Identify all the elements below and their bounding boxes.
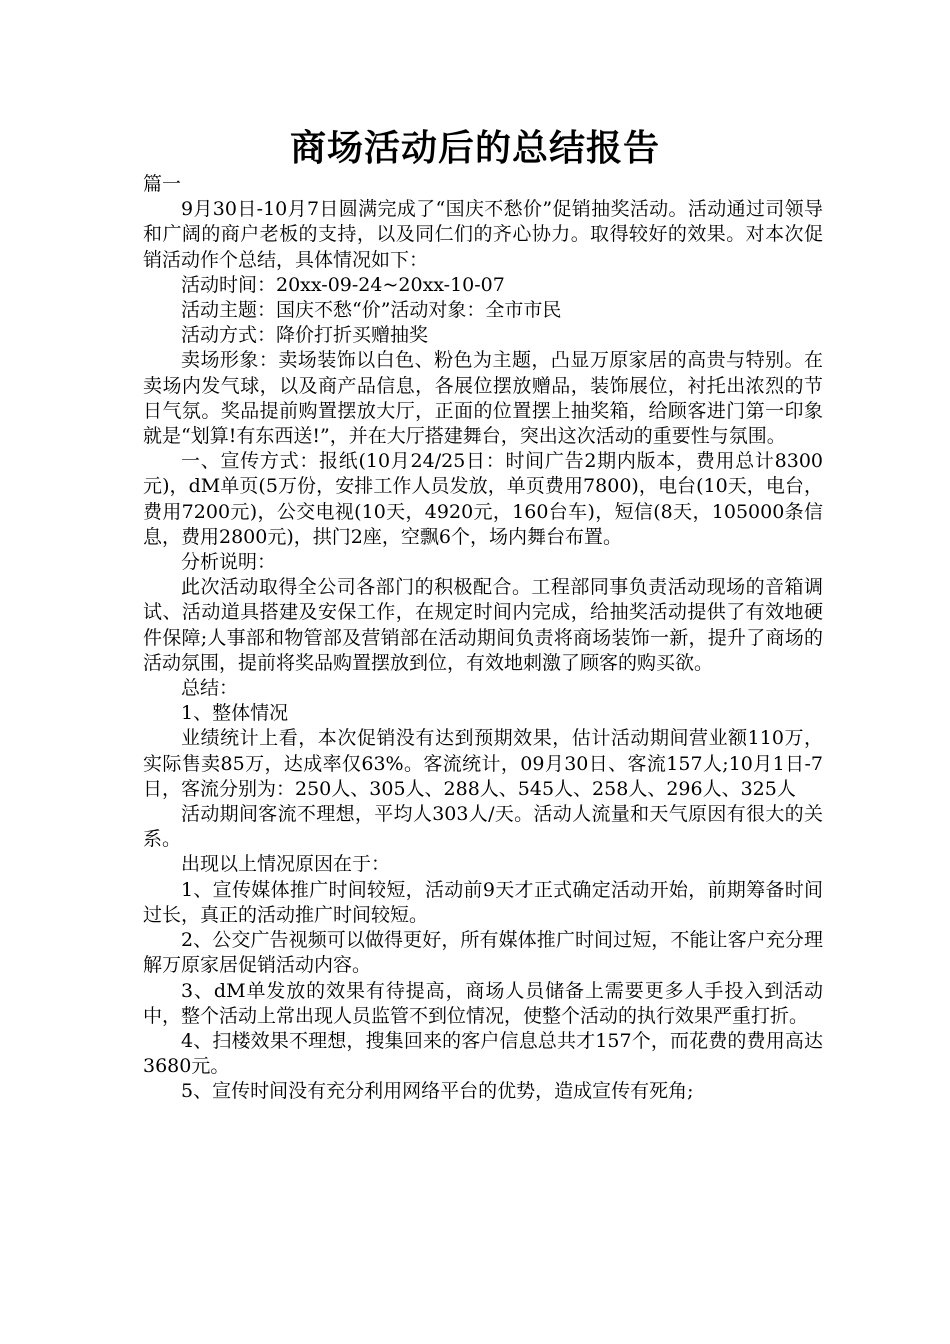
paragraph: 5、宣传时间没有充分利用网络平台的优势，造成宣传有死角;: [181, 1080, 694, 1103]
paragraph: 活动期间客流不理想，平均人303人/天。活动人流量和天气原因有很大的关系。: [143, 803, 823, 851]
paragraph: 2、公交广告视频可以做得更好，所有媒体推广时间过短，不能让客户充分理解万原家居促销活动内容。: [143, 929, 823, 977]
document-title: 商场活动后的总结报告: [289, 128, 660, 169]
paragraph: 3、dM单发放的效果有待提高，商场人员储备上需要更多人手投入到活动中，整个活动上常出现人员监管不到位情况，使整个活动的执行效果严重打折。: [143, 979, 823, 1027]
paragraph: 活动方式：降价打折买赠抽奖: [181, 324, 429, 347]
paragraph: 活动时间：20xx-09-24~20xx-10-07: [181, 273, 505, 296]
paragraph: 总结：: [181, 677, 239, 700]
paragraph: 此次活动取得全公司各部门的积极配合。工程部同事负责活动现场的音箱调试、活动道具搭建及安保工作，在规定时间内完成，给抽奖活动提供了有效地硬件保障;人事部和物管部及营销部在活动期间负责将商场装饰一新，提升了商场的活动氛围，提前将奖品购置摆放到位，有效地刺激了顾客的购买欲。: [143, 576, 823, 674]
document-body: [143, 172, 823, 1105]
paragraph: 业绩统计上看，本次促销没有达到预期效果，估计活动期间营业额110万，实际售卖85万，达成率仅63%。客流统计，09月30日、客流157人;10月1日-7日，客流分别为：250人、305人、288人、545人、258人、296人、325人: [143, 727, 823, 800]
paragraph: 1、宣传媒体推广时间较短，活动前9天才正式确定活动开始，前期筹备时间过长，真正的活动推广时间较短。: [143, 878, 823, 926]
paragraph: 一、宣传方式：报纸(10月24/25日：时间广告2期内版本，费用总计8300元)，dM单页(5万份，安排工作人员发放，单页费用7800)，电台(10天，电台，费用7200元)，公交电视(10天，4920元，160台车)，短信(8天，105000条信息，费用2800元)，拱门2座，空飘6个，场内舞台布置。: [143, 450, 823, 548]
paragraph: 活动主题：国庆不愁“价”活动对象：全市市民: [181, 299, 562, 322]
paragraph: 篇一: [143, 173, 182, 195]
paragraph: 1、整体情况: [181, 702, 289, 725]
paragraph: 分析说明：: [181, 551, 277, 574]
paragraph: 出现以上情况原因在于：: [181, 853, 391, 876]
paragraph: 9月30日-10月7日圆满完成了“国庆不愁价”促销抽奖活动。活动通过司领导和广阔的商户老板的支持，以及同仁们的齐心协力。取得较好的效果。对本次促销活动作个总结，具体情况如下：: [143, 198, 823, 271]
paragraph: 4、扫楼效果不理想，搜集回来的客户信息总共才157个，而花费的费用高达3680元。: [143, 1029, 823, 1078]
paragraph: 卖场形象：卖场装饰以白色、粉色为主题，凸显万原家居的高贵与特别。在卖场内发气球，以及商产品信息，各展位摆放赠品，装饰展位，衬托出浓烈的节日气氛。奖品提前购置摆放大厅，正面的位置摆上抽奖箱，给顾客进门第一印象就是“划算!有东西送!”，并在大厅搭建舞台，突出这次活动的重要性与氛围。: [143, 349, 823, 448]
